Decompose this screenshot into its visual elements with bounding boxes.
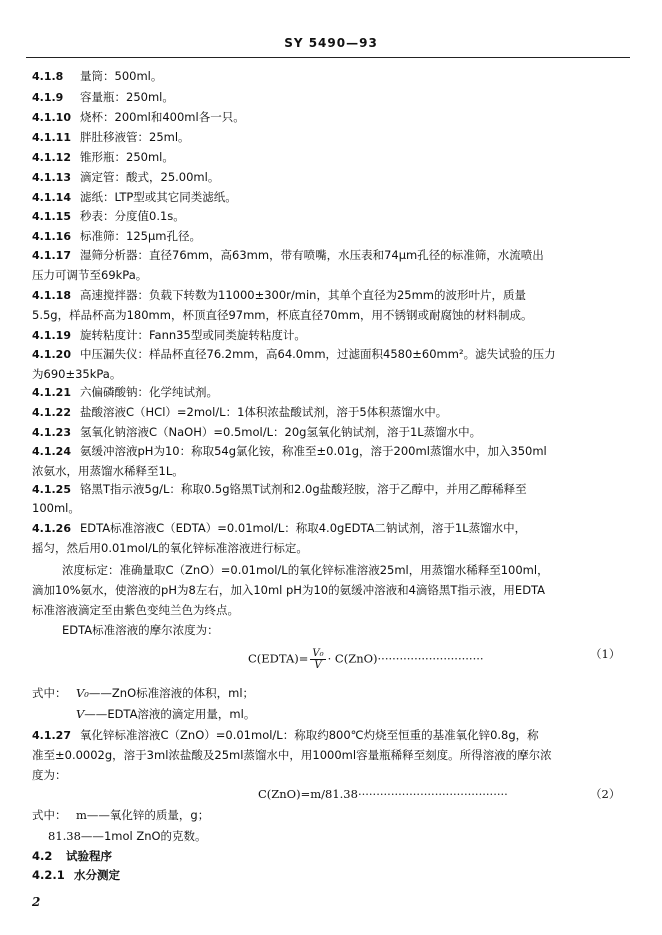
where-symbol: V₀—— [76,686,112,700]
text-line [32,109,632,126]
continuation-text: 5.5g，样品杯高为180mm，杯顶直径97mm，杯底直径70mm，用不锈钢或耐腐蚀的材料制成。 [32,308,533,322]
clause-text: 秒表：分度值0.1s。 [80,209,185,223]
fraction-denominator: V [314,660,322,671]
clause-text: 旋转粘度计：Fann35型或同类旋转粘度计。 [80,328,306,342]
clause-text: 氨缓冲溶液pH为10：称取54g氯化铵，称准至±0.01g，溶于200ml蒸馏水中，加入350ml [80,444,547,458]
formula-expression: C(ZnO)=m/81.38 [258,787,358,801]
formula-2 [258,786,588,802]
clause-text: 锥形瓶：250ml。 [80,150,174,164]
clause-number: 4.1.22 [32,406,71,419]
clause-number: 4.1.24 [32,445,71,458]
text-line [32,384,632,401]
where-text: EDTA溶液的滴定用量，ml。 [107,707,256,721]
where-symbol: m—— [76,808,110,822]
text-line [32,267,632,283]
text-line [62,622,662,638]
clause-text: 胖肚移液管：25ml。 [80,130,190,144]
formula-fraction [310,648,325,671]
clause-number: 4.1.27 [32,729,71,742]
continuation-text: 为690±35kPa。 [32,367,122,381]
where-text: 1mol ZnO的克数。 [103,829,207,843]
text-line [32,228,632,245]
section-title: 水分测定 [74,868,120,882]
where-line [32,685,632,701]
text-line [32,149,632,166]
section-number: 4.2.1 [32,868,65,882]
text-line [32,208,632,225]
clause-number: 4.1.13 [32,171,71,184]
clause-number: 4.1.11 [32,131,71,144]
text-line [32,767,632,783]
clause-text: 盐酸溶液C（HCl）=2mol/L：1体积浓盐酸试剂，溶于5体积蒸馏水中。 [80,405,448,419]
where-text: 氧化锌的质量，g； [109,808,210,822]
clause-number: 4.1.19 [32,329,71,342]
clause-text: 氧化锌标准溶液C（ZnO）=0.01mol/L：称取约800℃灼烧至恒重的基准氧化锌0.8g，称 [80,728,539,742]
where-lead: 式中： [32,686,67,700]
continuation-text: 滴加10%氨水，使溶液的pH为8左右，加入10ml pH为10的氨缓冲溶液和4滴铬黑T指示液，用EDTA [32,583,546,597]
continuation-text: 摇匀，然后用0.01mol/L的氧化锌标准溶液进行标定。 [32,541,308,555]
section-heading [32,867,632,883]
text-line [32,727,632,744]
clause-number: 4.1.17 [32,249,71,262]
text-line [32,247,632,264]
continuation-text: 浓氨水，用蒸馏水稀释至1L。 [32,464,184,478]
indented-text: 浓度标定：准确量取C（ZnO）=0.01mol/L的氧化锌标准溶液25ml，用蒸馏水稀释至100ml， [62,563,549,577]
clause-number: 4.1.8 [32,70,64,83]
formula-rhs: · C(ZnO) [327,651,378,666]
clause-number: 4.1.25 [32,483,71,496]
clause-number: 4.1.23 [32,426,71,439]
page-number: 2 [32,895,41,909]
formula-1-tag: （1） [590,647,621,661]
section-heading [32,848,632,864]
clause-number: 4.1.12 [32,151,71,164]
clause-number: 4.1.15 [32,210,71,223]
clause-number: 4.1.21 [32,386,71,399]
where-line [32,706,632,722]
text-line [32,582,632,598]
clause-text: 铬黑T指示液5g/L：称取0.5g铬黑T试剂和2.0g盐酸羟胺，溶于乙醇中，并用乙醇稀释至 [80,482,527,496]
formula-leader-dots: ········································· [357,787,508,801]
clause-text: 中压漏失仪：样品杯直径76.2mm，高64.0mm，过滤面积4580±60mm²。滤失试验的压力 [80,347,556,361]
text-line [32,68,632,85]
header-rule [26,57,630,58]
clause-number: 4.1.18 [32,289,71,302]
clause-number: 4.1.16 [32,230,71,243]
clause-number: 4.1.26 [32,522,71,535]
text-line [62,562,662,578]
text-line [32,540,632,556]
clause-text: 量筒：500ml。 [80,69,163,83]
text-line [32,89,632,106]
clause-text: 滤纸：LTP型或其它同类滤纸。 [80,190,237,204]
text-line [32,520,632,537]
formula-1 [248,648,628,671]
clause-text: 标准筛：125μm孔径。 [80,229,201,243]
page-header-code: SY 5490—93 [284,36,378,50]
clause-text: 高速搅拌器：负载下转数为11000±300r/min，其单个直径为25mm的波形叶片，质量 [80,288,526,302]
clause-number: 4.1.20 [32,348,71,361]
clause-text: 烧杯：200ml和400ml各一只。 [80,110,245,124]
clause-text: 六偏磷酸钠：化学纯试剂。 [80,385,218,399]
section-number: 4.2 [32,849,53,863]
formula-leader-dots: ····························· [377,651,484,666]
indented-text: EDTA标准溶液的摩尔浓度为： [62,623,219,637]
text-line [32,404,632,421]
fraction-numerator: V₀ [312,648,324,659]
text-line [32,602,632,618]
continuation-text: 压力可调节至69kPa。 [32,268,148,282]
continuation-text: 准至±0.0002g，溶于3ml浓盐酸及25ml蒸馏水中，用1000ml容量瓶稀释至刻度。所得溶液的摩尔浓 [32,748,552,762]
text-line [32,500,632,516]
continuation-text: 标准溶液滴定至由紫色变纯兰色为终点。 [32,603,239,617]
text-line [32,169,632,186]
text-line [32,443,632,460]
clause-number: 4.1.14 [32,191,71,204]
clause-text: EDTA标准溶液C（EDTA）=0.01mol/L：称取4.0gEDTA二钠试剂，溶于1L蒸馏水中， [80,521,527,535]
clause-text: 湿筛分析器：直径76mm，高63mm，带有喷嘴，水压表和74μm孔径的标准筛，水流喷出 [80,248,544,262]
text-line [32,287,632,304]
clause-number: 4.1.9 [32,91,64,104]
text-line [32,189,632,206]
text-line [32,463,632,479]
text-line [32,481,632,498]
text-line [32,327,632,344]
clause-number: 4.1.10 [32,111,71,124]
clause-text: 氢氧化钠溶液C（NaOH）=0.5mol/L：20g氢氧化钠试剂，溶于1L蒸馏水中。 [80,425,482,439]
clause-text: 滴定管：酸式，25.00ml。 [80,170,220,184]
text-line [32,366,632,382]
text-line [32,747,632,763]
text-line [32,346,632,363]
section-title: 试验程序 [66,849,112,863]
where-symbol: 81.38—— [48,829,104,843]
clause-text: 容量瓶：250ml。 [80,90,174,104]
formula-lhs: C(EDTA)= [248,651,309,666]
continuation-text: 100ml。 [32,501,80,515]
where-line [32,828,632,844]
where-symbol: V—— [76,707,108,721]
formula-2-tag: （2） [590,787,621,801]
where-line [32,807,632,823]
where-text: ZnO标准溶液的体积，ml； [111,686,255,700]
where-lead: 式中： [32,808,67,822]
text-line [32,307,632,323]
text-line [32,424,632,441]
text-line [32,129,632,146]
continuation-text: 度为： [32,768,67,782]
